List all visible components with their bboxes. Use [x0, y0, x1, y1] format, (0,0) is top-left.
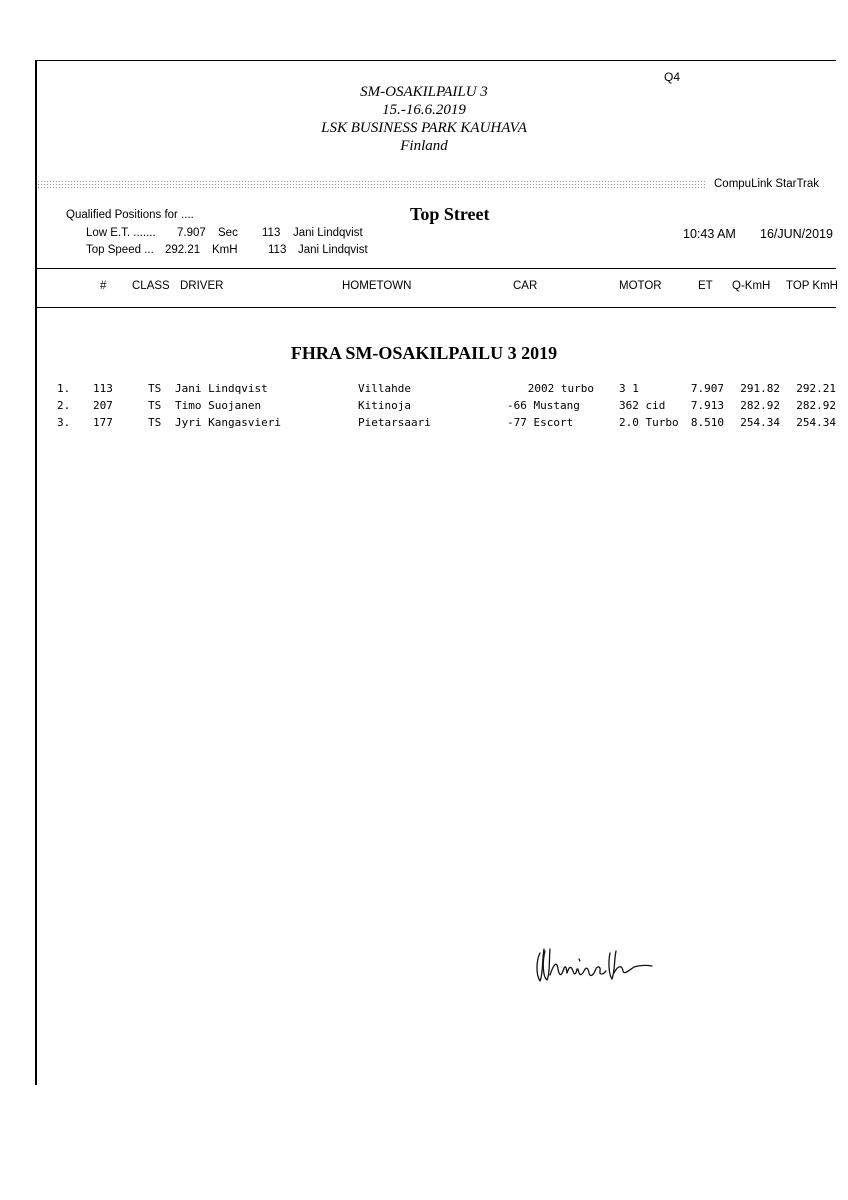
class-title: Top Street: [410, 204, 490, 224]
low-et-unit: Sec: [218, 227, 238, 239]
row-qkmh: 254.34: [740, 416, 780, 429]
row-class: TS: [148, 416, 162, 429]
row-number: 177: [93, 416, 113, 429]
row-number: 207: [93, 399, 113, 412]
col-header-class: CLASS: [132, 280, 170, 292]
col-header-num: #: [100, 280, 107, 292]
row-topkmh: 292.21: [796, 382, 836, 395]
page-frame-left-border: [35, 60, 37, 1085]
table-row: [0, 416, 848, 432]
low-et-value: 7.907: [177, 227, 206, 239]
row-class: TS: [148, 399, 162, 412]
header-rule-bottom: [37, 307, 836, 308]
row-position: 1.: [57, 382, 71, 395]
system-label: CompuLink StarTrak: [714, 178, 820, 190]
row-et: 8.510: [690, 416, 724, 429]
row-hometown: Pietarsaari: [358, 416, 431, 429]
report-date: 16/JUN/2019: [760, 227, 833, 241]
row-motor: 2.0 Turbo: [619, 416, 679, 429]
event-country: Finland: [400, 138, 448, 154]
report-time: 10:43 AM: [683, 227, 736, 241]
row-motor: 362 cid: [619, 399, 666, 412]
event-venue: LSK BUSINESS PARK KAUHAVA: [321, 120, 527, 136]
row-number: 113: [93, 382, 113, 395]
section-title: FHRA SM-OSAKILPAILU 3 2019: [290, 343, 558, 363]
row-hometown: Kitinoja: [358, 399, 411, 412]
top-speed-unit: KmH: [212, 244, 238, 256]
top-speed-driver: Jani Lindqvist: [298, 244, 368, 256]
table-row: [0, 382, 848, 398]
row-et: 7.913: [690, 399, 724, 412]
col-header-et: ET: [698, 280, 713, 292]
top-speed-label: Top Speed ...: [86, 244, 154, 256]
row-driver: Timo Suojanen: [175, 399, 262, 412]
col-header-topkmh: TOP KmH: [786, 280, 838, 292]
row-driver: Jani Lindqvist: [175, 382, 268, 395]
row-topkmh: 254.34: [796, 416, 836, 429]
low-et-num: 113: [262, 227, 281, 239]
row-car: -77 Escort: [507, 416, 574, 429]
top-speed-value: 292.21: [165, 244, 201, 256]
row-car: 2002 turbo: [527, 382, 594, 395]
row-qkmh: 282.92: [740, 399, 780, 412]
col-header-car: CAR: [513, 280, 538, 292]
qualified-label: Qualified Positions for ....: [66, 209, 194, 221]
dotted-band: [37, 180, 705, 188]
col-header-driver: DRIVER: [180, 280, 224, 292]
row-position: 2.: [57, 399, 71, 412]
table-row: [0, 399, 848, 415]
signature: [530, 935, 660, 990]
top-speed-num: 113: [268, 244, 287, 256]
row-et: 7.907: [690, 382, 724, 395]
row-topkmh: 282.92: [796, 399, 836, 412]
row-hometown: Villahde: [358, 382, 411, 395]
row-class: TS: [148, 382, 162, 395]
row-car: -66 Mustang: [507, 399, 580, 412]
frame-top-rule: [37, 60, 836, 61]
low-et-label: Low E.T. .......: [86, 227, 156, 239]
row-driver: Jyri Kangasvieri: [175, 416, 281, 429]
row-qkmh: 291.82: [740, 382, 780, 395]
sheet-code: Q4: [664, 70, 681, 84]
row-position: 3.: [57, 416, 71, 429]
col-header-qkmh: Q-KmH: [732, 280, 771, 292]
col-header-hometown: HOMETOWN: [342, 280, 412, 292]
col-header-motor: MOTOR: [619, 280, 662, 292]
low-et-driver: Jani Lindqvist: [293, 227, 363, 239]
header-rule-top: [37, 268, 836, 269]
row-motor: 3 1: [619, 382, 639, 395]
event-dates: 15.-16.6.2019: [382, 102, 466, 118]
event-name: SM-OSAKILPAILU 3: [360, 84, 488, 100]
